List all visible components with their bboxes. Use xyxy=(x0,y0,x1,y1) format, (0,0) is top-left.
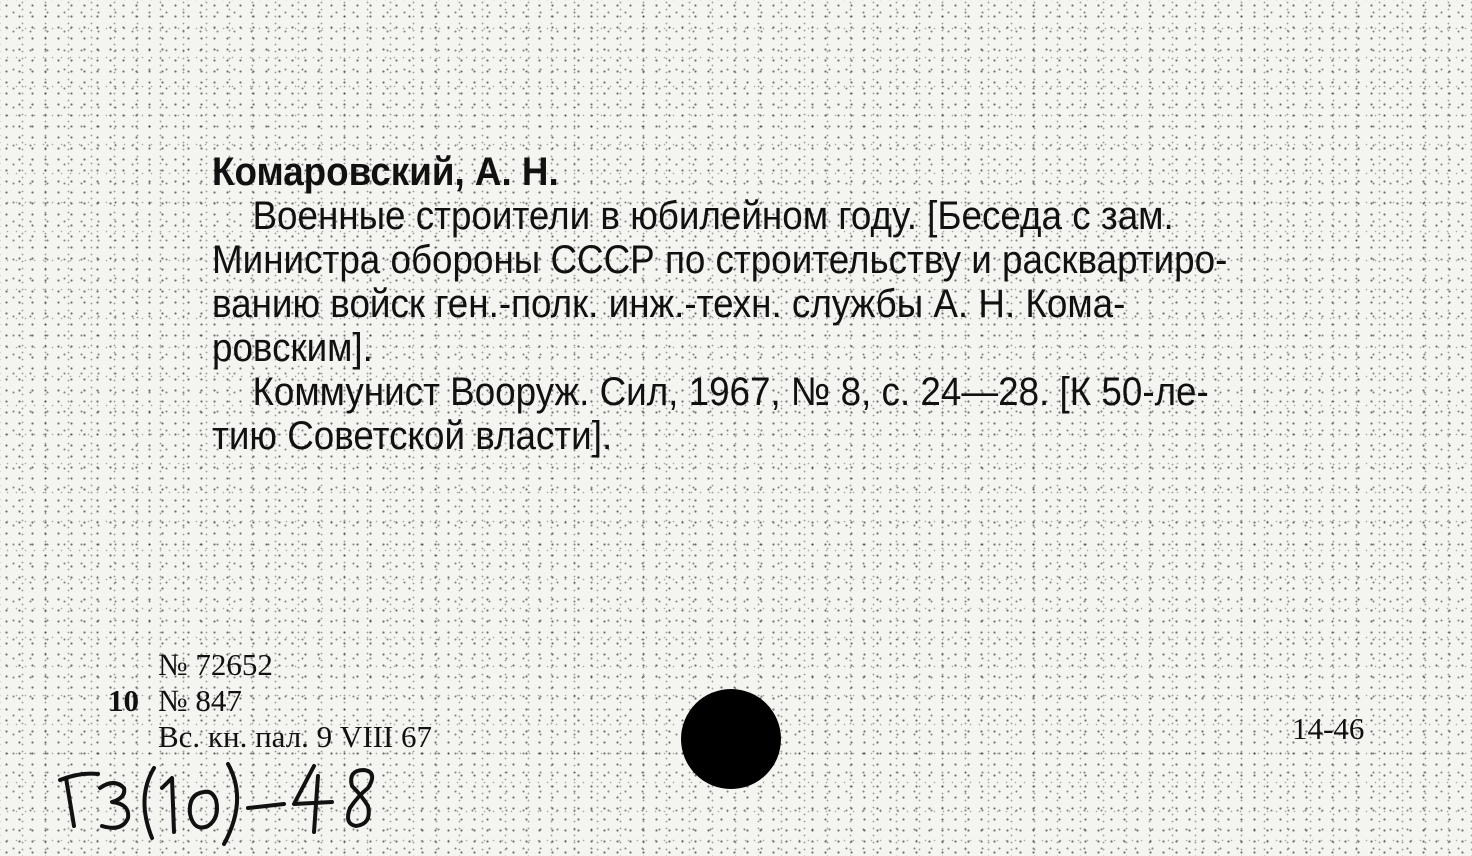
issue-number: № 847 xyxy=(158,683,242,718)
bibliographic-entry xyxy=(212,150,1382,458)
source-line-1: Коммунист Вооруж. Сил, 1967, № 8, с. 24—28. [К 50-ле- xyxy=(252,370,1209,414)
author-name: Комаровский, А. Н. xyxy=(212,150,559,194)
record-number: № 72652 xyxy=(158,647,273,682)
title-line-1: Военные строители в юбилейном году. [Беседа с зам. xyxy=(252,194,1174,238)
title-line-3: ванию войск ген.-полк. инж.-техн. службы А. Н. Кома- xyxy=(212,282,1126,326)
punch-hole xyxy=(681,689,781,789)
registry-stamp: Вс. кн. пал. 9 VIII 67 xyxy=(158,719,433,754)
handwritten-code xyxy=(52,748,392,848)
title-line-4: ровским]. xyxy=(212,326,373,370)
source-line-2: тию Советской власти]. xyxy=(212,414,613,458)
classification-code: 14-46 xyxy=(1292,711,1365,746)
title-line-2: Министра обороны СССР по строительству и расквартиро- xyxy=(212,238,1228,282)
issue-prefix: 10 xyxy=(108,683,139,718)
